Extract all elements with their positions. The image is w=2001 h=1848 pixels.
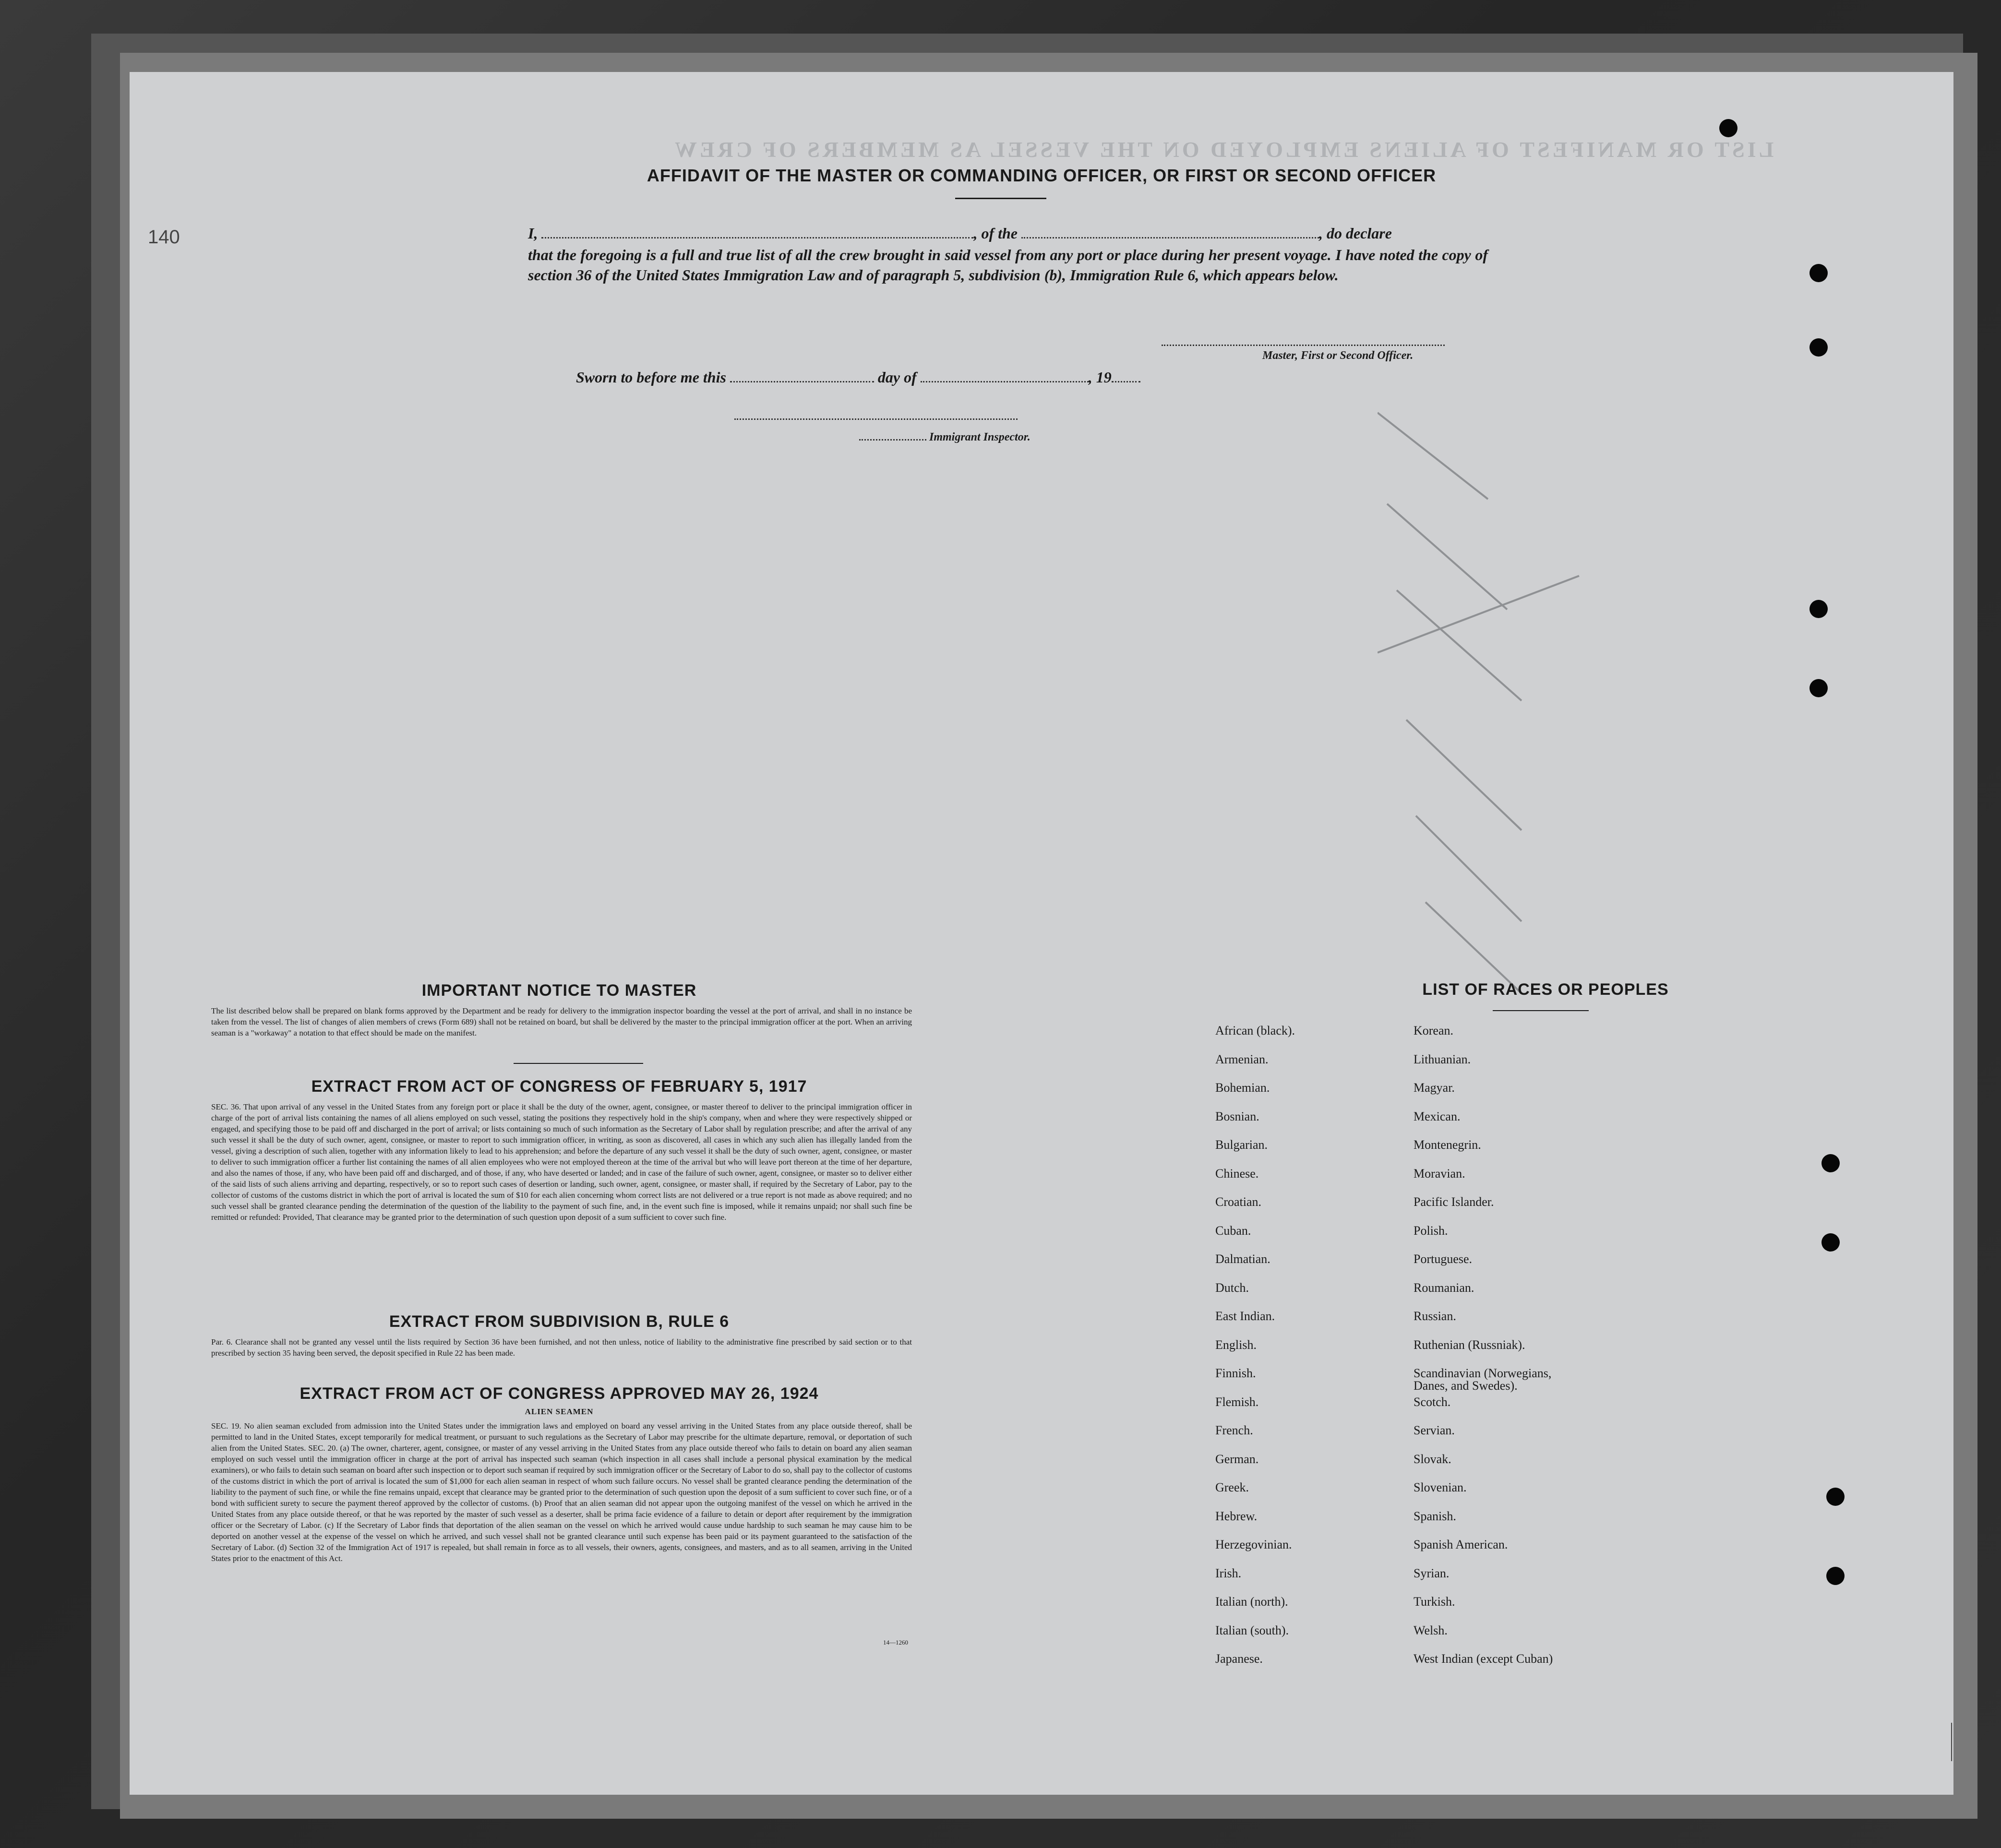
section-rule [514, 1063, 643, 1064]
master-signature-caption: Master, First or Second Officer. [1262, 349, 1414, 362]
pencil-stroke [1406, 720, 1522, 830]
bleed-through-title: LIST OR MANIFEST OF ALIENS EMPLOYED ON THE VESSEL AS MEMBERS OF CREW [672, 137, 1774, 162]
punch-hole [1719, 119, 1737, 137]
race-item: Scotch. [1414, 1395, 1451, 1409]
extract-1924-subtitle: ALIEN SEAMEN [525, 1407, 594, 1416]
extract-1917-title: EXTRACT FROM ACT OF CONGRESS OF FEBRUARY 5, 1917 [311, 1077, 807, 1096]
race-item: Flemish. [1215, 1395, 1259, 1409]
races-title: LIST OF RACES OR PEOPLES [1422, 980, 1669, 999]
race-item: Dalmatian. [1215, 1252, 1270, 1266]
inspector-dots [859, 439, 926, 441]
race-item: German. [1215, 1452, 1259, 1466]
punch-hole [1809, 679, 1828, 697]
race-item: Finnish. [1215, 1366, 1256, 1380]
inspector-signature-line[interactable] [734, 418, 1018, 420]
inspector-caption-wrap [859, 431, 1030, 444]
race-item: Pacific Islander. [1414, 1195, 1494, 1209]
race-item: Slovak. [1414, 1452, 1451, 1466]
race-item: Polish. [1414, 1223, 1448, 1238]
sworn-line [576, 369, 1140, 386]
race-item: Montenegrin. [1414, 1138, 1481, 1152]
edge-mark [1951, 1723, 1952, 1761]
race-item: Turkish. [1414, 1595, 1455, 1609]
race-item: Armenian. [1215, 1052, 1269, 1066]
race-item: Italian (south). [1215, 1623, 1289, 1637]
races-rule [1493, 1010, 1589, 1011]
document-page [130, 72, 1953, 1795]
affidavit-title: AFFIDAVIT OF THE MASTER OR COMMANDING OFFICER, OR FIRST OR SECOND OFFICER [647, 166, 1437, 185]
race-item: Greek. [1215, 1480, 1249, 1494]
race-item: Croatian. [1215, 1195, 1262, 1209]
punch-hole [1809, 600, 1828, 618]
title-rule [955, 198, 1046, 199]
pencil-stroke [1378, 413, 1488, 499]
extract-1924-text: SEC. 19. No alien seaman excluded from admission into the United States under the immigration laws and employed on board any vessel arriving in the United States from any place outside thereof, shall be permitted to land in the United States, except temporarily for medical treatment, or pursuant to such regulations as the Secretary of Labor may prescribe for the ultimate departure, removal, or deportation of such alien from the United States. SEC. 20. (a) The owner, charterer, agent, consignee, or master of any vessel arriving in the United States from any place outside thereof who fails to detain on board any alien seaman employed on such vessel until the immigration officer in charge at the port of arrival has inspected such seaman (which inspection in all cases shall include a personal physical examination by the medical examiners), or who fails to detain such seaman on board after such inspection or to deport such seaman if required by such immigration officer or the Secretary of Labor to do so, shall pay to the collector of customs of the customs district in which the port of arrival is located the sum of $1,000 for each alien seaman in respect of whom such failure occurs. No vessel shall be granted clearance pending the determination of the liability to the payment of such fine, or while the fine remains unpaid, except that clearance may be granted prior to the determination of such question upon the deposit of a sum sufficient to cover such fine, or of a bond with sufficient surety to secure the payment thereof approved by the collector of customs. (b) Proof that an alien seaman did not appear upon the outgoing manifest of the vessel on which he arrived in the United States from any place outside thereof, or that he was reported by the master of such vessel as a deserter, shall be prima facie evidence of a failure to detain or deport after requirement by the immigration officer or the Secretary of Labor. (c) If the Secretary of Labor finds that deportation of the alien seaman on the vessel on which he arrived would cause undue hardship to such seaman he may cause him to be deported on another vessel at the expense of the vessel on which he arrived, and such vessel shall not be granted clearance until such expense has been paid or its payment guaranteed to the satisfaction of the Secretary of Labor. (d) Section 32 of the Immigration Act of 1917 is repealed, but shall remain in force as to all vessels, their owners, agents, consignees, and masters, and as to all seamen, arriving in the United States prior to the enactment of this Act. [211, 1421, 912, 1563]
race-item: Hebrew. [1215, 1509, 1258, 1523]
declaration-prefix: I, [528, 225, 538, 242]
affidavit-body: that the foregoing is a full and true list of all the crew brought in said vessel from any port or place during her present voyage. I have noted the copy of section 36 of the United States Immigration Law and of paragraph 5, subdivision (b), Immigration Rule 6, which appears below. [528, 246, 1488, 284]
race-item: Portuguese. [1414, 1252, 1473, 1266]
race-item: Ruthenian (Russniak). [1414, 1337, 1525, 1352]
race-item: Bulgarian. [1215, 1138, 1268, 1152]
race-item: Servian. [1414, 1423, 1455, 1437]
race-item: Spanish. [1414, 1509, 1456, 1523]
rule6-text: Par. 6. Clearance shall not be granted any vessel until the lists required by Section 36 have been furnished, and not then unless, notice of liability to the administrative fine prescribed by said section or to that prescribed by section 35 having been served, the deposit specified in Rule 22 has been made. [211, 1337, 912, 1358]
race-item: Chinese. [1215, 1166, 1259, 1180]
race-item: Italian (north). [1215, 1595, 1288, 1609]
extract-1917-text: SEC. 36. That upon arrival of any vessel in the United States from any foreign port or place it shall be the duty of the owner, agent, consignee, or master thereof to deliver to the principal immigration officer in charge of the port of arrival lists containing the names of all aliens employed on such vessel, stating the positions they respectively hold in the ship's company, when and where they were respectively shipped or engaged, and specifying those to be paid off and discharged in the port of arrival; or lists containing so much of such information as the Secretary of Labor shall by regulation prescribe; and after the arrival of any such vessel it shall be the duty of such owner, agent, consignee, or master to report to such immigration officer, in writing, as soon as discovered, all cases in which any such alien has illegally landed from the vessel, giving a description of such alien, together with any information likely to lead to his apprehension; and before the departure of any such vessel it shall be the duty of such owner, agent, consignee, or master to deliver to such immigration officer a further list containing the names of all alien employees who were not employed thereon at the time of the arrival but who will leave port thereon at the time of her departure, and also the names of those, if any, who have been paid off and discharged, and of those, if any, who have deserted or landed; and in case of the failure of such owner, agent, consignee, or master so to deliver either of the said lists of such aliens arriving and departing, respectively, or so to report such cases of desertion or landing, such owner, agent, consignee, or master shall, if required by the Secretary of Labor, pay to the collector of customs of the customs district in which the port of arrival is located the sum of $10 for each alien concerning whom correct lists are not delivered or a true report is not made as above required; and no such vessel shall be granted clearance pending the determination of the question of the liability to the payment of such fine, and, in the event such fine is imposed, while it remains unpaid; nor shall such fine be remitted or refunded: Provided, That clearance may be granted prior to the determination of such question upon deposit of a sum sufficient to cover such fine. [211, 1102, 912, 1222]
race-item: Syrian. [1414, 1566, 1450, 1580]
master-signature-line[interactable] [1162, 345, 1445, 346]
race-item: Japanese. [1215, 1652, 1263, 1666]
punch-hole [1809, 338, 1828, 357]
pencil-stroke [1378, 576, 1579, 653]
punch-hole [1821, 1154, 1840, 1172]
race-item: Irish. [1215, 1566, 1242, 1580]
race-item: Russian. [1414, 1309, 1456, 1323]
sworn-year-blank[interactable] [1112, 381, 1140, 382]
race-item: East Indian. [1215, 1309, 1275, 1323]
race-item: Slovenian. [1414, 1480, 1467, 1494]
race-item: Roumanian. [1414, 1280, 1474, 1295]
pencil-stroke [1387, 504, 1507, 609]
pencil-stroke [1416, 816, 1522, 921]
race-item: Spanish American. [1414, 1538, 1508, 1551]
pencil-strokes [1378, 413, 1579, 993]
pencil-marks [1378, 384, 1618, 1008]
declaration-suffix: , do declare [1319, 225, 1392, 242]
race-item: Cuban. [1215, 1223, 1251, 1238]
race-item: African (black). [1215, 1024, 1295, 1037]
race-item: Mexican. [1414, 1109, 1461, 1123]
notice-title: IMPORTANT NOTICE TO MASTER [421, 981, 697, 1000]
race-item: Dutch. [1215, 1280, 1249, 1295]
name-blank[interactable] [541, 237, 973, 238]
margin-note: 140 [148, 227, 180, 248]
rule6-title: EXTRACT FROM SUBDIVISION B, RULE 6 [389, 1312, 730, 1331]
notice-text: The list described below shall be prepared on blank forms approved by the Department and be ready for delivery to the immigration inspector boarding the vessel at the port of arrival, and shall in no instance be taken from the vessel. The list of changes of alien members of crews (Form 689) shall not be retained on board, but shall be delivered by the master to the principal immigration officer at the port. When an arriving seaman is a "workaway" a notation to that effect should be made on the manifest. [211, 1006, 912, 1037]
form-number: 14—1260 [883, 1639, 908, 1646]
race-item: West Indian (except Cuban) [1414, 1652, 1553, 1666]
punch-hole [1826, 1567, 1845, 1585]
vessel-blank[interactable] [1021, 237, 1319, 238]
race-item: Moravian. [1414, 1166, 1465, 1180]
sworn-year-label: , 19 [1088, 369, 1112, 386]
punch-hole [1821, 1233, 1840, 1252]
race-item: Scandinavian (Norwegians, Danes, and Swedes). [1414, 1366, 1552, 1393]
race-item: Magyar. [1414, 1081, 1455, 1095]
sworn-prefix: Sworn to before me this [576, 369, 726, 386]
race-item: Korean. [1414, 1024, 1454, 1037]
sworn-month-blank[interactable] [921, 381, 1089, 382]
punch-hole [1809, 264, 1828, 282]
race-item: French. [1215, 1423, 1253, 1437]
race-item: Bosnian. [1215, 1109, 1259, 1123]
extract-1924-title: EXTRACT FROM ACT OF CONGRESS APPROVED MAY 26, 1924 [300, 1384, 819, 1403]
race-item: Bohemian. [1215, 1081, 1270, 1095]
inspector-caption: Immigrant Inspector. [929, 431, 1030, 443]
punch-hole [1826, 1488, 1845, 1506]
sworn-day-blank[interactable] [730, 381, 874, 382]
race-item: English. [1215, 1337, 1257, 1352]
sworn-day-label: day of [877, 369, 917, 386]
affidavit-declaration-line [528, 225, 1622, 242]
race-item: Welsh. [1414, 1623, 1448, 1637]
declaration-mid: , of the [973, 225, 1018, 242]
race-item: Lithuanian. [1414, 1052, 1471, 1066]
pencil-stroke [1426, 902, 1522, 993]
race-item: Herzegovinian. [1215, 1538, 1292, 1551]
